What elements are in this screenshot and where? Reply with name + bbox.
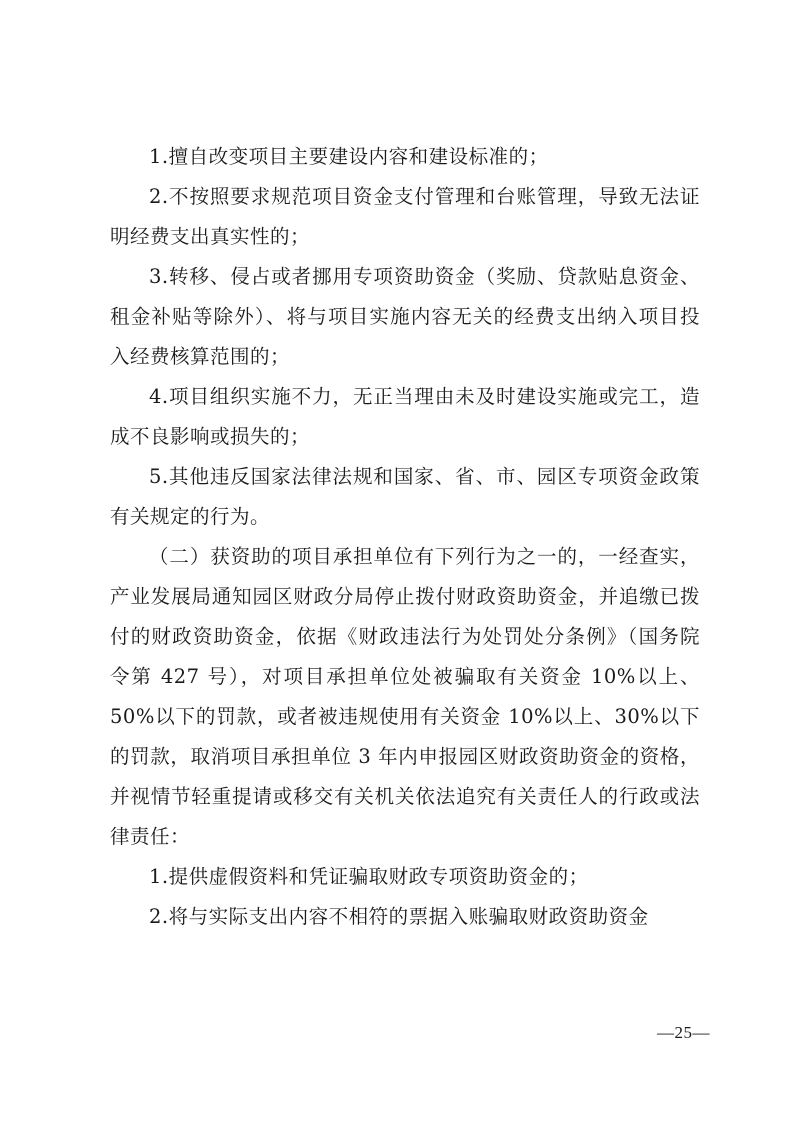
- page-number: —25—: [657, 1023, 710, 1042]
- paragraph-item-4: 4.项目组织实施不力，无正当理由未及时建设实施或完工，造成不良影响或损失的；: [110, 385, 700, 448]
- document-body: [110, 137, 700, 937]
- paragraph-item-1: 1.擅自改变项目主要建设内容和建设标准的；: [149, 145, 549, 168]
- paragraph-subitem-2: 2.将与实际支出内容不相符的票据入账骗取财政资助资金: [149, 905, 649, 928]
- paragraph-item-3: 3.转移、侵占或者挪用专项资助资金（奖励、贷款贴息资金、租金补贴等除外）、将与项目实施内容无关的经费支出纳入项目投入经费核算范围的；: [110, 265, 700, 368]
- paragraph-section-2: （二）获资助的项目承担单位有下列行为之一的，一经查实，产业发展局通知园区财政分局停止拨付财政资助资金，并追缴已拨付的财政资助资金，依据《财政违法行为处罚处分条例》（国务院令第 427 号），对项目承担单位处被骗取有关资金 10%以上、50%以下的罚款，或者被违规使用有关资金 10%以上、30%以下的罚款，取消项目承担单位 3 年内申报园区财政资助资金的资格，并视情节轻重提请或移交有关机关依法追究有关责任人的行政或法律责任：: [110, 545, 700, 848]
- paragraph-subitem-1: 1.提供虚假资料和凭证骗取财政专项资助资金的；: [149, 865, 589, 888]
- paragraph-item-2: 2.不按照要求规范项目资金支付管理和台账管理，导致无法证明经费支出真实性的；: [110, 185, 700, 248]
- paragraph-item-5: 5.其他违反国家法律法规和国家、省、市、园区专项资金政策有关规定的行为。: [110, 465, 700, 528]
